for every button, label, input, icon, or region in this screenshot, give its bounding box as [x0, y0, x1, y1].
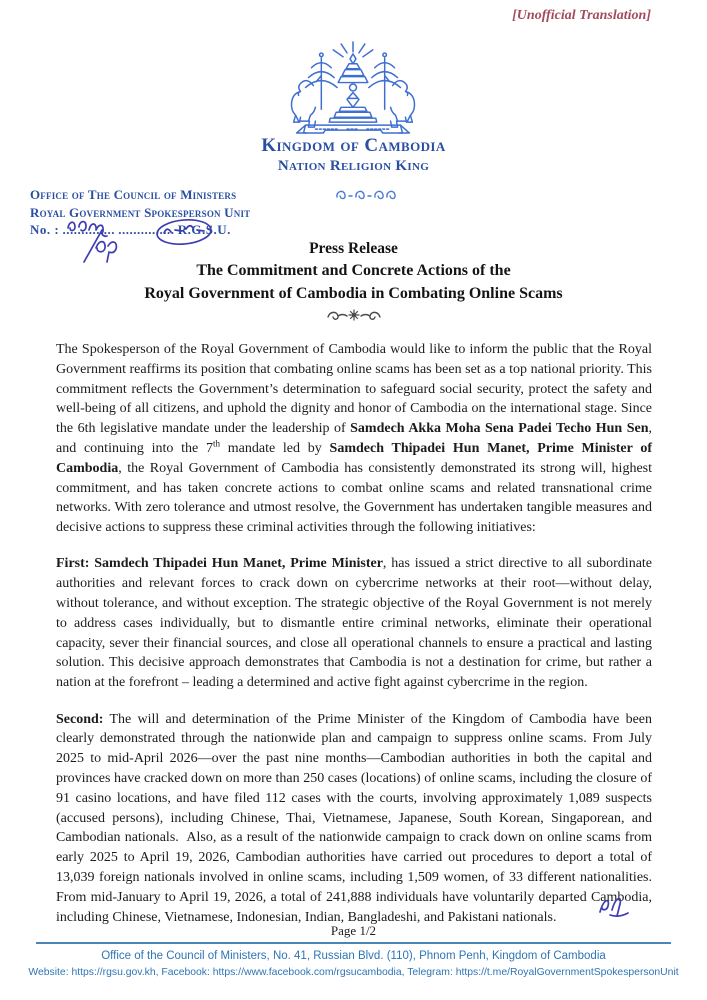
doc-no-prefix: No. :: [30, 222, 60, 237]
royal-arms-of-cambodia-icon: [283, 40, 423, 137]
handwritten-paraph-icon: [597, 895, 633, 919]
doc-no-dots-right: ...............: [118, 222, 175, 237]
document-body: [56, 340, 652, 944]
document-title-line-2: Royal Government of Cambodia in Combating Online Scams: [144, 285, 563, 302]
nation-religion-king-motto: Nation Religion King: [277, 158, 430, 174]
scroll-ornament-icon: [334, 188, 406, 201]
office-line-2: Royal Government Spokesperson Unit: [30, 204, 251, 220]
translation-note: [Unofficial Translation]: [512, 8, 651, 23]
office-line-1: Office of The Council of Ministers: [30, 187, 237, 202]
footer-links: Website: https://rgsu.gov.kh, Facebook: https://www.facebook.com/rgsucambodia, Telegram: https://t.me/RoyalGovernmentSpokespersonUnit: [28, 967, 679, 978]
doc-type-heading: Press Release: [309, 240, 398, 257]
handwritten-initials: [84, 230, 102, 262]
handwritten-ink-annotation: [60, 212, 275, 267]
floral-divider-icon: [326, 308, 382, 323]
document-title-line-1: The Commitment and Concrete Actions of the: [196, 262, 511, 279]
press-release-paragraph: The Spokesperson of the Royal Government of Cambodia would like to inform the public that the Royal Government reaffirms its position that combating online scams has been set as a top national priority. This commitment reflects the Government’s determination to safeguard social security, protect the safety and well-being of all citizens, and uphold the dignity and honor of Cambodia on the international stage. Since the 6th legislative mandate under the leadership of Samdech Akka Moha Sena Padei Techo Hun Sen, and continuing into the 7th mandate led by Samdech Thipadei Hun Manet, Prime Minister of Cambodia, the Royal Government of Cambodia has consistently demonstrated its strong will, highest commitment, and has taken concrete actions to combat online scams and related transnational crime networks. With zero tolerance and utmost resolve, the Government has undertaken tangible measures and decisive actions to suppress these criminal activities through the following initiatives:: [56, 342, 653, 536]
footer-address: Office of the Council of Ministers, No. 41, Russian Blvd. (110), Phnom Penh, Kingdom of Cambodia: [101, 950, 606, 962]
press-release-paragraph: First: Samdech Thipadei Hun Manet, Prime Minister, has issued a strict directive to all subordinate authorities and relevant forces to crack down on cybercrime networks at their root—without delay, without tolerance, and without exception. The strategic objective of the Royal Government is not merely to address cases individually, but to dismantle entire criminal networks, eliminate their operational capacity, sever their financial sources, and close all operational channels to ensure a practical and lasting solution. This decisive approach demonstrates that Cambodia is not a destination for crime, but rather a nation at the forefront – leading a determined and active fight against cybercrime in the region.: [56, 556, 653, 691]
handwritten-number: [68, 222, 75, 230]
kingdom-of-cambodia-heading: Kingdom of Cambodia: [261, 135, 446, 156]
page-number: Page 1/2: [330, 923, 377, 938]
doc-no-suffix: R.G.S.U.: [177, 222, 231, 237]
doc-no-dots-left: ..............: [62, 222, 115, 237]
footer-divider: [36, 942, 671, 944]
press-release-paragraph: Second: The will and determination of the Prime Minister of the Kingdom of Cambodia have been clearly demonstrated through the nationwide plan and campaign to suppress online scams. From July 2025 to mid-April 2026—over the past nine months—Cambodian authorities in both the capital and provinces have cracked down on more than 250 cases (locations) of online scams, including the closure of 91 casino locations, and have filed 112 cases with the courts, involving approximately 1,089 suspects (accused persons), including Chinese, Thai, Vietnamese, Japanese, South Korean, Singaporean, and Cambodian nationals. Also, as a result of the nationwide campaign to crack down on online scams from early 2025 to April 19, 2026, Cambodian authorities have carried out procedures to deport a total of 13,039 foreign nationals involved in online scams, including 1,509 women, of 33 different nationalities. From mid-January to April 19, 2026, a total of 241,888 individuals have voluntarily departed Cambodia, including Chinese, Vietnamese, Indonesian, Indian, Bangladeshi, and Pakistani nationals.: [56, 711, 652, 925]
